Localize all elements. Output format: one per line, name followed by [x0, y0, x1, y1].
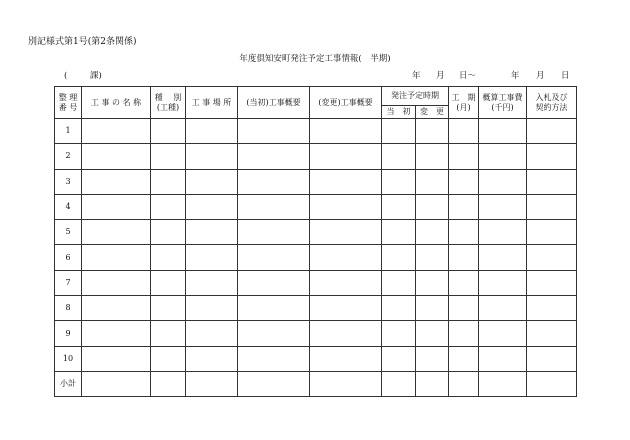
initial-overview-cell[interactable] [238, 270, 310, 295]
period-changed-cell[interactable] [416, 371, 449, 396]
type-cell[interactable] [151, 194, 186, 219]
changed-overview-cell[interactable] [310, 144, 382, 169]
table-row [55, 270, 577, 295]
place-cell[interactable] [186, 321, 238, 346]
estimated-cost-cell[interactable] [479, 270, 527, 295]
bid-method-cell[interactable] [527, 245, 577, 270]
project-name-cell[interactable] [82, 321, 151, 346]
row-number: 10 [55, 346, 82, 371]
project-name-cell[interactable] [82, 245, 151, 270]
initial-overview-cell[interactable] [238, 220, 310, 245]
duration-cell[interactable] [449, 144, 479, 169]
duration-cell[interactable] [449, 245, 479, 270]
document-title: 年度倶知安町発注予定工事情報( 半期) [239, 54, 391, 64]
changed-overview-cell[interactable] [310, 270, 382, 295]
header-bid-method: 入札及び 契約方法 [527, 87, 577, 119]
period-initial-cell[interactable] [382, 119, 416, 144]
start-month-label: 月 [436, 71, 445, 81]
dept-open-paren: ( [64, 71, 68, 81]
period-initial-cell[interactable] [382, 220, 416, 245]
table-row [55, 194, 577, 219]
period-changed-cell[interactable] [416, 245, 449, 270]
header-place: 工 事 場 所 [186, 87, 238, 119]
type-cell[interactable] [151, 371, 186, 396]
period-changed-cell[interactable] [416, 220, 449, 245]
initial-overview-cell[interactable] [238, 144, 310, 169]
period-changed-cell[interactable] [416, 169, 449, 194]
period-initial-cell[interactable] [382, 144, 416, 169]
duration-cell[interactable] [449, 169, 479, 194]
place-cell[interactable] [186, 371, 238, 396]
row-number: 7 [55, 270, 82, 295]
duration-cell[interactable] [449, 119, 479, 144]
place-cell[interactable] [186, 119, 238, 144]
changed-overview-cell[interactable] [310, 194, 382, 219]
type-cell[interactable] [151, 346, 186, 371]
end-day-label: 日 [561, 71, 570, 81]
period-initial-cell[interactable] [382, 169, 416, 194]
period-changed-cell[interactable] [416, 119, 449, 144]
type-cell[interactable] [151, 119, 186, 144]
place-cell[interactable] [186, 194, 238, 219]
initial-overview-cell[interactable] [238, 346, 310, 371]
table-row [55, 245, 577, 270]
period-initial-cell[interactable] [382, 245, 416, 270]
changed-overview-cell[interactable] [310, 119, 382, 144]
estimated-cost-cell[interactable] [479, 169, 527, 194]
initial-overview-cell[interactable] [238, 371, 310, 396]
bid-method-cell[interactable] [527, 346, 577, 371]
bid-method-cell[interactable] [527, 220, 577, 245]
row-number: 3 [55, 169, 82, 194]
duration-cell[interactable] [449, 296, 479, 321]
duration-cell[interactable] [449, 270, 479, 295]
bid-method-cell[interactable] [527, 371, 577, 396]
place-cell[interactable] [186, 220, 238, 245]
type-cell[interactable] [151, 321, 186, 346]
row-number: 6 [55, 245, 82, 270]
subtotal-label: 小計 [55, 371, 82, 396]
form-reference: 別記様式第1号(第2条関係) [28, 37, 137, 47]
period-initial-cell[interactable] [382, 296, 416, 321]
header-period-initial: 当 初 [382, 106, 416, 119]
table-row [55, 119, 577, 144]
place-cell[interactable] [186, 245, 238, 270]
period-initial-cell[interactable] [382, 371, 416, 396]
bid-method-cell[interactable] [527, 169, 577, 194]
place-cell[interactable] [186, 270, 238, 295]
table-row [55, 321, 577, 346]
project-name-cell[interactable] [82, 371, 151, 396]
header-project-name: 工 事 の 名 称 [82, 87, 151, 119]
duration-cell[interactable] [449, 346, 479, 371]
header-seq-no: 整 理 番 号 [55, 87, 82, 119]
estimated-cost-cell[interactable] [479, 220, 527, 245]
type-cell[interactable] [151, 220, 186, 245]
subtotal-row [55, 371, 577, 396]
period-changed-cell[interactable] [416, 144, 449, 169]
bid-method-cell[interactable] [527, 119, 577, 144]
place-cell[interactable] [186, 296, 238, 321]
changed-overview-cell[interactable] [310, 371, 382, 396]
table-row [55, 296, 577, 321]
period-initial-cell[interactable] [382, 194, 416, 219]
duration-cell[interactable] [449, 220, 479, 245]
estimated-cost-cell[interactable] [479, 144, 527, 169]
row-number: 4 [55, 194, 82, 219]
bid-method-cell[interactable] [527, 194, 577, 219]
project-name-cell[interactable] [82, 296, 151, 321]
estimated-cost-cell[interactable] [479, 194, 527, 219]
row-number: 2 [55, 144, 82, 169]
place-cell[interactable] [186, 346, 238, 371]
changed-overview-cell[interactable] [310, 321, 382, 346]
period-changed-cell[interactable] [416, 296, 449, 321]
table-row [55, 220, 577, 245]
header-initial-overview: (当初)工事概要 [238, 87, 310, 119]
row-number: 8 [55, 296, 82, 321]
type-cell[interactable] [151, 270, 186, 295]
end-year-label: 年 [511, 71, 520, 81]
header-type: 種 別 (工種) [151, 87, 186, 119]
project-name-cell[interactable] [82, 220, 151, 245]
changed-overview-cell[interactable] [310, 220, 382, 245]
period-changed-cell[interactable] [416, 194, 449, 219]
period-initial-cell[interactable] [382, 321, 416, 346]
project-name-cell[interactable] [82, 194, 151, 219]
period-changed-cell[interactable] [416, 270, 449, 295]
project-name-cell[interactable] [82, 144, 151, 169]
changed-overview-cell[interactable] [310, 346, 382, 371]
initial-overview-cell[interactable] [238, 119, 310, 144]
project-name-cell[interactable] [82, 119, 151, 144]
period-changed-cell[interactable] [416, 321, 449, 346]
changed-overview-cell[interactable] [310, 169, 382, 194]
estimated-cost-cell[interactable] [479, 371, 527, 396]
header-changed-overview: (変更)工事概要 [310, 87, 382, 119]
initial-overview-cell[interactable] [238, 321, 310, 346]
initial-overview-cell[interactable] [238, 169, 310, 194]
place-cell[interactable] [186, 169, 238, 194]
start-year-label: 年 [412, 71, 421, 81]
header-order-period: 発注予定時期 [382, 87, 449, 106]
type-cell[interactable] [151, 296, 186, 321]
dept-label: 課) [90, 71, 102, 81]
start-day-label: 日〜 [459, 71, 477, 81]
estimated-cost-cell[interactable] [479, 119, 527, 144]
header-period-changed: 変 更 [416, 106, 449, 119]
end-month-label: 月 [536, 71, 545, 81]
project-name-cell[interactable] [82, 169, 151, 194]
bid-method-cell[interactable] [527, 321, 577, 346]
table-row [55, 144, 577, 169]
changed-overview-cell[interactable] [310, 296, 382, 321]
table-row [55, 169, 577, 194]
type-cell[interactable] [151, 169, 186, 194]
header-estimated-cost: 概算工事費 (千円) [479, 87, 527, 119]
period-initial-cell[interactable] [382, 346, 416, 371]
initial-overview-cell[interactable] [238, 194, 310, 219]
place-cell[interactable] [186, 144, 238, 169]
table-row [55, 346, 577, 371]
estimated-cost-cell[interactable] [479, 245, 527, 270]
initial-overview-cell[interactable] [238, 245, 310, 270]
period-initial-cell[interactable] [382, 270, 416, 295]
period-changed-cell[interactable] [416, 346, 449, 371]
row-number: 1 [55, 119, 82, 144]
project-name-cell[interactable] [82, 270, 151, 295]
initial-overview-cell[interactable] [238, 296, 310, 321]
header-duration: 工 期 (月) [449, 87, 479, 119]
type-cell[interactable] [151, 245, 186, 270]
type-cell[interactable] [151, 144, 186, 169]
estimated-cost-cell[interactable] [479, 346, 527, 371]
estimated-cost-cell[interactable] [479, 321, 527, 346]
duration-cell[interactable] [449, 371, 479, 396]
project-name-cell[interactable] [82, 346, 151, 371]
row-number: 9 [55, 321, 82, 346]
construction-plan-table [54, 86, 577, 397]
duration-cell[interactable] [449, 321, 479, 346]
row-number: 5 [55, 220, 82, 245]
bid-method-cell[interactable] [527, 144, 577, 169]
duration-cell[interactable] [449, 194, 479, 219]
bid-method-cell[interactable] [527, 296, 577, 321]
changed-overview-cell[interactable] [310, 245, 382, 270]
estimated-cost-cell[interactable] [479, 296, 527, 321]
bid-method-cell[interactable] [527, 270, 577, 295]
